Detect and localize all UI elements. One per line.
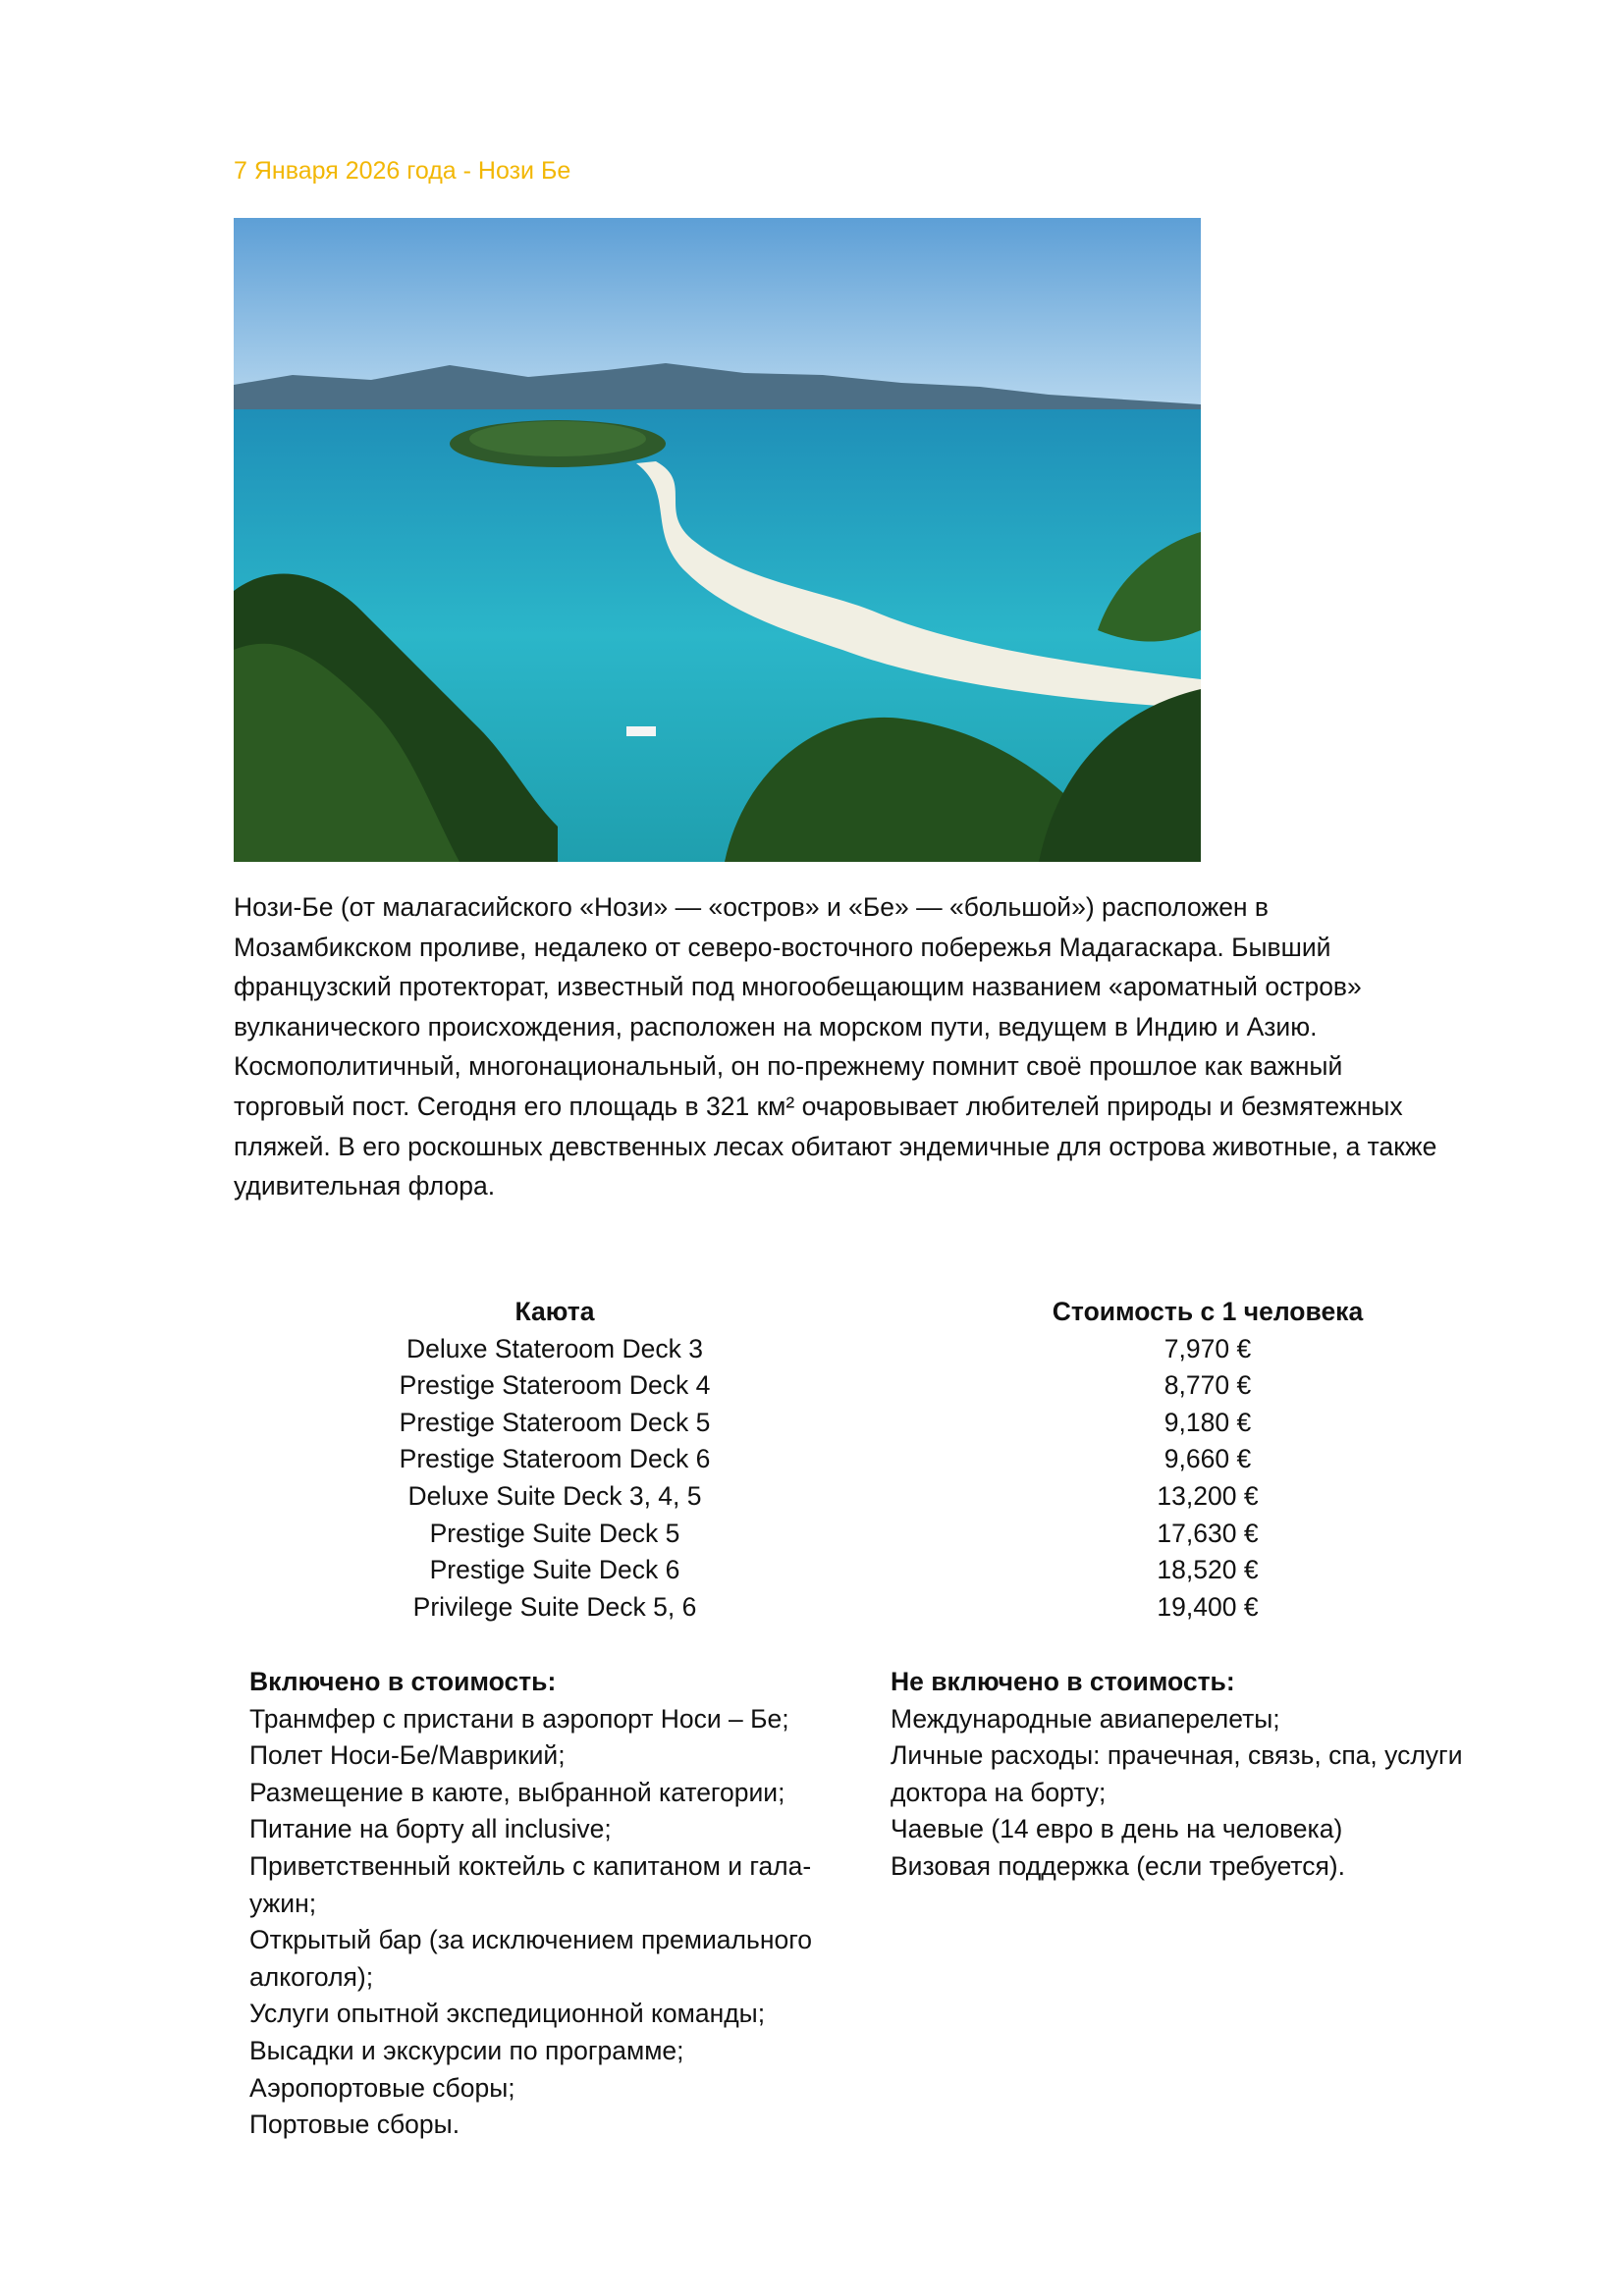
price-cell: 18,520 € [1157, 1555, 1259, 1585]
not-included-title: Не включено в стоимость: [891, 1667, 1235, 1696]
table-row [363, 1552, 1463, 1589]
cabin-cell: Prestige Stateroom Deck 5 [399, 1407, 711, 1437]
not-included-section [891, 1664, 1519, 1886]
list-item: Личные расходы: прачечная, связь, спа, услуги [891, 1740, 1463, 1771]
list-item: Высадки и экскурсии по программе; [249, 2035, 684, 2065]
intro-line: пляжей. В его роскошных девственных лесах обитают эндемичные для острова животные, а также [234, 1131, 1437, 1161]
price-cell: 9,660 € [1163, 1444, 1252, 1474]
list-item: Размещение в каюте, выбранной категории; [249, 1777, 785, 1807]
table-row [363, 1589, 1463, 1627]
intro-line: Мозамбикском проливе, недалеко от северо-восточного побережья Мадагаскара. Бывший [234, 932, 1331, 962]
price-cell: 19,400 € [1157, 1591, 1259, 1622]
list-item: Транмфер с пристани в аэропорт Носи – Бе; [249, 1703, 789, 1734]
intro-line: вулканического происхождения, расположен на морском пути, ведущем в Индию и Азию. [234, 1011, 1318, 1041]
not-included-list [891, 1701, 1519, 1886]
intro-line: Нози-Бе (от малагасийского «Нози» — «остров» и «Бе» — «большой») расположен в [234, 892, 1270, 922]
cabin-cell: Privilege Suite Deck 5, 6 [412, 1591, 697, 1622]
list-item: Приветственный коктейль с капитаном и гала- [249, 1850, 812, 1881]
intro-line: Космополитичный, многонациональный, он по-прежнему помнит своё прошлое как важный [234, 1051, 1343, 1082]
list-item: Открытый бар (за исключением премиального [249, 1925, 813, 1955]
table-row [363, 1441, 1463, 1478]
table-row [363, 1516, 1463, 1553]
list-item: Визовая поддержка (если требуется). [891, 1850, 1345, 1881]
cabin-cell: Prestige Suite Deck 6 [429, 1555, 680, 1585]
intro-line: торговый пост. Сегодня его площадь в 321 км² очаровывает любителей природы и безмятежных [234, 1091, 1403, 1121]
price-cell: 7,970 € [1163, 1333, 1252, 1363]
price-header: Стоимость с 1 человека [1052, 1297, 1364, 1326]
price-cell: 17,630 € [1157, 1518, 1259, 1548]
list-item: Чаевые (14 евро в день на человека) [891, 1814, 1343, 1844]
list-item: алкоголя); [249, 1961, 374, 1992]
table-row [363, 1367, 1463, 1405]
list-item: ужин; [249, 1888, 317, 1918]
table-gap [746, 1294, 952, 1331]
price-cell: 9,180 € [1163, 1407, 1252, 1437]
cabin-cell: Prestige Stateroom Deck 4 [399, 1370, 711, 1401]
price-table [363, 1294, 1463, 1626]
cabin-cell: Prestige Suite Deck 5 [429, 1518, 680, 1548]
included-section [249, 1664, 878, 2144]
cabin-cell: Prestige Stateroom Deck 6 [399, 1444, 711, 1474]
list-item: Аэропортовые сборы; [249, 2072, 515, 2103]
price-cell: 13,200 € [1157, 1480, 1259, 1511]
intro-line: французский протекторат, известный под многообещающим названием «ароматный остров» [234, 972, 1362, 1002]
list-item: Полет Носи-Бе/Маврикий; [249, 1740, 566, 1771]
included-title: Включено в стоимость: [249, 1667, 557, 1696]
list-item: Портовые сборы. [249, 2109, 460, 2140]
list-item: Услуги опытной экспедиционной команды; [249, 1999, 766, 2029]
list-item: доктора на борту; [891, 1777, 1107, 1807]
intro-line: удивительная флора. [234, 1171, 496, 1201]
tropical-island-photo-icon [234, 218, 1201, 862]
included-list [249, 1701, 878, 2144]
table-row [363, 1331, 1463, 1368]
cabin-cell: Deluxe Stateroom Deck 3 [406, 1333, 703, 1363]
price-cell: 8,770 € [1163, 1370, 1252, 1401]
table-row [363, 1478, 1463, 1516]
cabin-cell: Deluxe Suite Deck 3, 4, 5 [407, 1480, 702, 1511]
intro-paragraph [234, 887, 1510, 1206]
island-photo [234, 218, 1201, 862]
table-row [363, 1405, 1463, 1442]
table-header-row [363, 1294, 1463, 1331]
list-item: Питание на борту all inclusive; [249, 1814, 612, 1844]
date-heading: 7 Января 2026 года - Нози Бе [234, 157, 571, 185]
cabin-header: Каюта [514, 1297, 595, 1326]
list-item: Международные авиаперелеты; [891, 1703, 1280, 1734]
